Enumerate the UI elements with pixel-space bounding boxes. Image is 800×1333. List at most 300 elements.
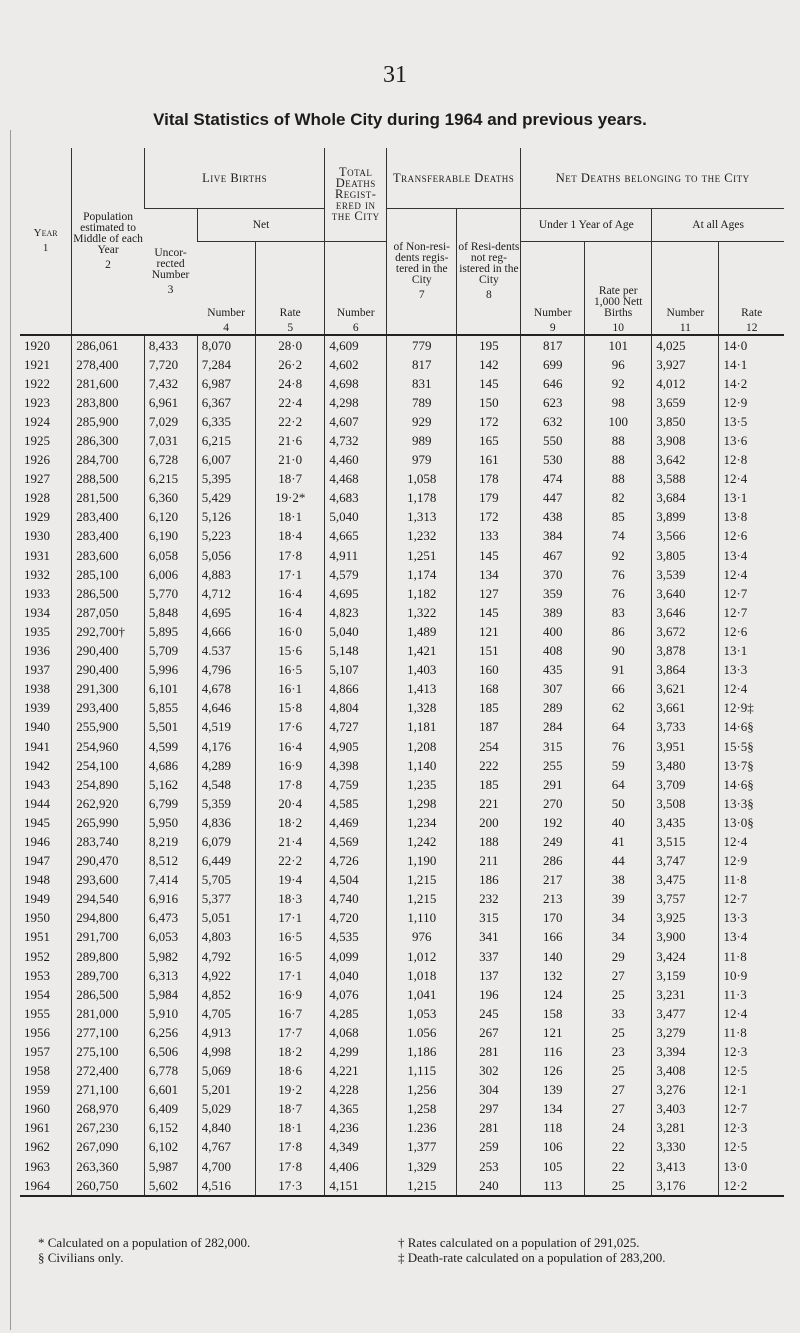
table-cell: 5,056 [197,546,255,565]
table-cell: 5,040 [325,622,387,641]
table-cell: 4,468 [325,470,387,489]
table-cell: 1959 [24,1082,50,1098]
table-cell: 1.056 [387,1023,457,1042]
table-cell: 4,599 [144,737,197,756]
table-cell: 91 [585,661,652,680]
table-cell: 5,029 [197,1100,255,1119]
table-cell: 4,068 [325,1023,387,1042]
table-cell: 15·8 [256,699,325,718]
table-row [20,832,784,851]
table-cell: 18·2 [256,813,325,832]
table-cell: 1936 [24,643,50,659]
table-cell: 447 [521,489,585,508]
table-cell: 271,100 [72,1081,145,1100]
table-cell: 6,079 [197,832,255,851]
table-cell: 62 [585,699,652,718]
table-cell: 133 [457,527,521,546]
table-cell: 13·0 [719,1157,784,1176]
header-non-residents: of Non-resi-dents regis-tered in the City 7 [387,209,457,336]
table-cell: 50 [585,794,652,813]
table-cell: 8,070 [197,335,255,355]
table-cell: 4,695 [197,603,255,622]
table-cell: 4,700 [197,1157,255,1176]
table-cell: 359 [521,584,585,603]
table-row [20,451,784,470]
table-cell: 400 [521,622,585,641]
table-cell: 389 [521,603,585,622]
table-cell: 4,548 [197,775,255,794]
table-cell: 302 [457,1062,521,1081]
table-cell: 5,126 [197,508,255,527]
table-cell: 15·6 [256,642,325,661]
table-cell: 275,100 [72,1042,145,1061]
table-row [20,1062,784,1081]
table-cell: 1.236 [387,1119,457,1138]
table-cell: 4,911 [325,546,387,565]
table-cell: 289,800 [72,947,145,966]
table-cell: 284,700 [72,451,145,470]
table-cell: 1,186 [387,1042,457,1061]
table-cell: 1,329 [387,1157,457,1176]
table-cell: 1928 [24,490,50,506]
table-cell: 4,913 [197,1023,255,1042]
table-cell: 1,115 [387,1062,457,1081]
table-cell: 307 [521,680,585,699]
table-row [20,1119,784,1138]
table-cell: 221 [457,794,521,813]
table-cell: 646 [521,374,585,393]
table-cell: 1955 [24,1005,50,1021]
table-cell: 13·8 [719,508,784,527]
table-cell: 5,602 [144,1176,197,1196]
table-cell: 293,600 [72,871,145,890]
table-cell: 213 [521,890,585,909]
table-cell: 294,800 [72,909,145,928]
table-cell: 12·5 [719,1062,784,1081]
table-cell: 88 [585,431,652,450]
table-cell: 16·4 [256,584,325,603]
table-cell: 5,051 [197,909,255,928]
table-cell: 4,228 [325,1081,387,1100]
table-cell: 22·2 [256,412,325,431]
table-cell: 240 [457,1176,521,1196]
table-row [20,813,784,832]
table-cell: 315 [457,909,521,928]
table-cell: 1,313 [387,508,457,527]
table-cell: 1,242 [387,832,457,851]
table-cell: 817 [521,335,585,355]
table-cell: 4,099 [325,947,387,966]
table-cell: 435 [521,661,585,680]
table-cell: 3,159 [652,966,719,985]
table-cell: 6,215 [144,470,197,489]
table-cell: 1929 [24,509,50,525]
table-cell: 16·7 [256,1004,325,1023]
table-cell: 1927 [24,471,50,487]
table-cell: 3,900 [652,928,719,947]
table-cell: 262,920 [72,794,145,813]
table-cell: 12·4 [719,680,784,699]
table-cell: 272,400 [72,1062,145,1081]
table-cell: 145 [457,546,521,565]
table-cell: 3,477 [652,1004,719,1023]
table-cell: 6,916 [144,890,197,909]
table-cell: 254,890 [72,775,145,794]
table-cell: 19·2* [256,489,325,508]
table-cell: 4,665 [325,527,387,546]
table-row [20,947,784,966]
table-cell: 1949 [24,891,50,907]
table-cell: 4,759 [325,775,387,794]
table-cell: 17·7 [256,1023,325,1042]
table-cell: 5,770 [144,584,197,603]
table-cell: 66 [585,680,652,699]
table-cell: 3,927 [652,355,719,374]
table-cell: 1926 [24,452,50,468]
table-cell: 1957 [24,1044,50,1060]
table-cell: 281,600 [72,374,145,393]
table-cell: 33 [585,1004,652,1023]
table-cell: 64 [585,775,652,794]
table-cell: 222 [457,756,521,775]
table-row [20,622,784,641]
table-cell: 24·8 [256,374,325,393]
table-cell: 121 [521,1023,585,1042]
table-cell: 1951 [24,929,50,945]
table-cell: 8,433 [144,335,197,355]
table-cell: 4.537 [197,642,255,661]
table-cell: 4,840 [197,1119,255,1138]
table-cell: 438 [521,508,585,527]
table-cell: 17·3 [256,1176,325,1196]
table-cell: 3,276 [652,1081,719,1100]
table-cell: 16·4 [256,603,325,622]
table-cell: 12·8 [719,451,784,470]
table-cell: 6,313 [144,966,197,985]
header-under-1-number: Number 9 [521,242,585,336]
table-row [20,508,784,527]
table-cell: 16·5 [256,928,325,947]
table-cell: 286,300 [72,431,145,450]
table-cell: 200 [457,813,521,832]
table-cell: 1940 [24,719,50,735]
table-cell: 1938 [24,681,50,697]
table-cell: 4,504 [325,871,387,890]
table-cell: 4,686 [144,756,197,775]
table-cell: 1,174 [387,565,457,584]
table-cell: 286,500 [72,985,145,1004]
table-cell: 124 [521,985,585,1004]
table-cell: 12·3 [719,1119,784,1138]
table-cell: 18·7 [256,470,325,489]
table-row [20,431,784,450]
table-cell: 1,403 [387,661,457,680]
table-cell: 623 [521,393,585,412]
table-cell: 20·4 [256,794,325,813]
table-cell: 291,700 [72,928,145,947]
table-cell: 4,823 [325,603,387,622]
table-cell: 976 [387,928,457,947]
table-cell: 17·1 [256,966,325,985]
table-cell: 1,232 [387,527,457,546]
table-cell: 1,377 [387,1138,457,1157]
table-cell: 1937 [24,662,50,678]
table-cell: 4,398 [325,756,387,775]
page-edge-rule [10,130,11,1330]
table-cell: 121 [457,622,521,641]
table-row [20,642,784,661]
table-cell: 134 [521,1100,585,1119]
table-cell: 12·6 [719,622,784,641]
header-total-deaths-number: Number 6 [325,242,387,336]
table-cell: 3,747 [652,852,719,871]
table-cell: 3,394 [652,1042,719,1061]
table-cell: 25 [585,1023,652,1042]
table-cell: 5,982 [144,947,197,966]
table-cell: 187 [457,718,521,737]
table-cell: 11·8 [719,947,784,966]
table-cell: 6,152 [144,1119,197,1138]
table-cell: 284 [521,718,585,737]
table-cell: 25 [585,1062,652,1081]
table-cell: 41 [585,832,652,851]
table-cell: 4,349 [325,1138,387,1157]
table-cell: 1963 [24,1158,50,1174]
table-cell: 12·2 [719,1176,784,1196]
table-cell: 4,516 [197,1176,255,1196]
table-cell: 283,800 [72,393,145,412]
table-cell: 118 [521,1119,585,1138]
table-cell: 13·7§ [719,756,784,775]
footnote-section: § Civilians only. [38,1250,124,1265]
table-cell: 831 [387,374,457,393]
table-cell: 1,018 [387,966,457,985]
table-cell: 5,201 [197,1081,255,1100]
table-cell: 4,469 [325,813,387,832]
table-cell: 1962 [24,1139,50,1155]
header-under-1-year: Under 1 Year of Age [521,209,652,242]
table-cell: 1,256 [387,1081,457,1100]
table-cell: 1,251 [387,546,457,565]
table-cell: 4,151 [325,1176,387,1196]
table-cell: 18·6 [256,1062,325,1081]
table-cell: 92 [585,374,652,393]
table-cell: 287,050 [72,603,145,622]
table-cell: 25 [585,985,652,1004]
table-cell: 1924 [24,413,50,429]
table-cell: 106 [521,1138,585,1157]
table-cell: 3,413 [652,1157,719,1176]
table-cell: 21·0 [256,451,325,470]
table-cell: 27 [585,1081,652,1100]
table-cell: 6,409 [144,1100,197,1119]
table-cell: 19·4 [256,871,325,890]
table-cell: 10·9 [719,966,784,985]
table-cell: 5,848 [144,603,197,622]
table-cell: 979 [387,451,457,470]
table-row [20,374,784,393]
table-cell: 699 [521,355,585,374]
table-cell: 3,424 [652,947,719,966]
table-cell: 217 [521,871,585,890]
table-cell: 255,900 [72,718,145,737]
table-cell: 145 [457,603,521,622]
table-cell: 16·1 [256,680,325,699]
table-cell: 5,223 [197,527,255,546]
table-cell: 4,285 [325,1004,387,1023]
table-cell: 5,395 [197,470,255,489]
table-cell: 13·1 [719,489,784,508]
table-cell: 151 [457,642,521,661]
table-cell: 13·4 [719,928,784,947]
table-cell: 265,990 [72,813,145,832]
table-cell: 289,700 [72,966,145,985]
table-cell: 185 [457,699,521,718]
table-cell: 4,732 [325,431,387,450]
table-cell: 3,850 [652,412,719,431]
table-cell: 85 [585,508,652,527]
table-cell: 4,365 [325,1100,387,1119]
table-cell: 1922 [24,375,50,391]
table-cell: 1935 [24,623,50,639]
table-cell: 16·4 [256,737,325,756]
footnote-star: * Calculated on a population of 282,000. [38,1235,251,1250]
table-cell: 3,640 [652,584,719,603]
table-cell: 254 [457,737,521,756]
table-cell: 13·0§ [719,813,784,832]
table-cell: 1,413 [387,680,457,699]
table-cell: 5,910 [144,1004,197,1023]
table-cell: 16·0 [256,622,325,641]
table-row [20,1081,784,1100]
table-cell: 1947 [24,853,50,869]
table-cell: 5,709 [144,642,197,661]
table-cell: 408 [521,642,585,661]
table-row [20,393,784,412]
table-cell: 140 [521,947,585,966]
table-cell: 4,905 [325,737,387,756]
table-cell: 21·4 [256,832,325,851]
table-cell: 14·6§ [719,718,784,737]
table-cell: 5,895 [144,622,197,641]
table-cell: 1,328 [387,699,457,718]
table-cell: 7,284 [197,355,255,374]
table-cell: 16·5 [256,947,325,966]
table-cell: 4,666 [197,622,255,641]
table-cell: 64 [585,718,652,737]
table-cell: 5,069 [197,1062,255,1081]
table-cell: 139 [521,1081,585,1100]
table-cell: 3,684 [652,489,719,508]
table-cell: 1930 [24,528,50,544]
table-cell: 1920 [20,335,72,355]
table-cell: 290,470 [72,852,145,871]
table-cell: 3,480 [652,756,719,775]
table-cell: 281,500 [72,489,145,508]
header-births-rate: Rate 5 [256,242,325,336]
table-cell: 6,449 [197,852,255,871]
table-cell: 1943 [24,776,50,792]
table-cell: 28·0 [256,335,325,355]
table-cell: 16·9 [256,985,325,1004]
table-cell: 12·9‡ [719,699,784,718]
table-cell: 4,012 [652,374,719,393]
table-cell: 1964 [20,1176,72,1196]
table-cell: 267 [457,1023,521,1042]
header-uncorrected: Uncor-rected Number 3 [144,209,197,336]
table-cell: 5,987 [144,1157,197,1176]
table-cell: 12·4 [719,565,784,584]
table-row [20,966,784,985]
table-cell: 6,506 [144,1042,197,1061]
table-cell: 17·8 [256,1138,325,1157]
table-cell: 179 [457,489,521,508]
table-cell: 3,621 [652,680,719,699]
table-cell: 22·2 [256,852,325,871]
table-cell: 1944 [24,795,50,811]
table-row [20,1138,784,1157]
table-cell: 6,007 [197,451,255,470]
table-cell: 74 [585,527,652,546]
table-cell: 1,421 [387,642,457,661]
table-cell: 17·1 [256,565,325,584]
table-cell: 6,102 [144,1138,197,1157]
table-cell: 4,998 [197,1042,255,1061]
header-net-deaths: Net Deaths belonging to the City [521,148,784,209]
table-cell: 13·3§ [719,794,784,813]
table-cell: 4,025 [652,335,719,355]
table-cell: 293,400 [72,699,145,718]
table-cell: 5,040 [325,508,387,527]
table-cell: 34 [585,909,652,928]
table-cell: 22 [585,1157,652,1176]
page-title: Vital Statistics of Whole City during 1964 and previous years. [153,110,647,129]
table-cell: 12·9 [719,852,784,871]
table-cell: 286,500 [72,584,145,603]
table-row [20,584,784,603]
table-cell: 779 [387,335,457,355]
table-cell: 4,720 [325,909,387,928]
vital-statistics-table [20,148,784,1197]
table-cell: 3,805 [652,546,719,565]
table-cell: 13·5 [719,412,784,431]
table-cell: 291 [521,775,585,794]
table-row [20,699,784,718]
header-live-births: Live Births [144,148,325,209]
table-cell: 315 [521,737,585,756]
table-cell: 4,535 [325,928,387,947]
table-cell: 113 [521,1176,585,1196]
table-cell: 290,400 [72,642,145,661]
table-cell: 76 [585,565,652,584]
table-cell: 3,733 [652,718,719,737]
table-cell: 5,984 [144,985,197,1004]
table-cell: 3,515 [652,832,719,851]
table-cell: 1,215 [387,871,457,890]
table-cell: 1945 [24,814,50,830]
table-cell: 17·8 [256,775,325,794]
table-cell: 1,110 [387,909,457,928]
page-number: 31 [383,62,407,88]
table-cell: 13·1 [719,642,784,661]
table-cell: 4,683 [325,489,387,508]
table-cell: 4,796 [197,661,255,680]
table-cell: 29 [585,947,652,966]
table-cell: 267,230 [72,1119,145,1138]
table-cell: 5,162 [144,775,197,794]
table-cell: 1934 [24,604,50,620]
table-cell: 27 [585,1100,652,1119]
